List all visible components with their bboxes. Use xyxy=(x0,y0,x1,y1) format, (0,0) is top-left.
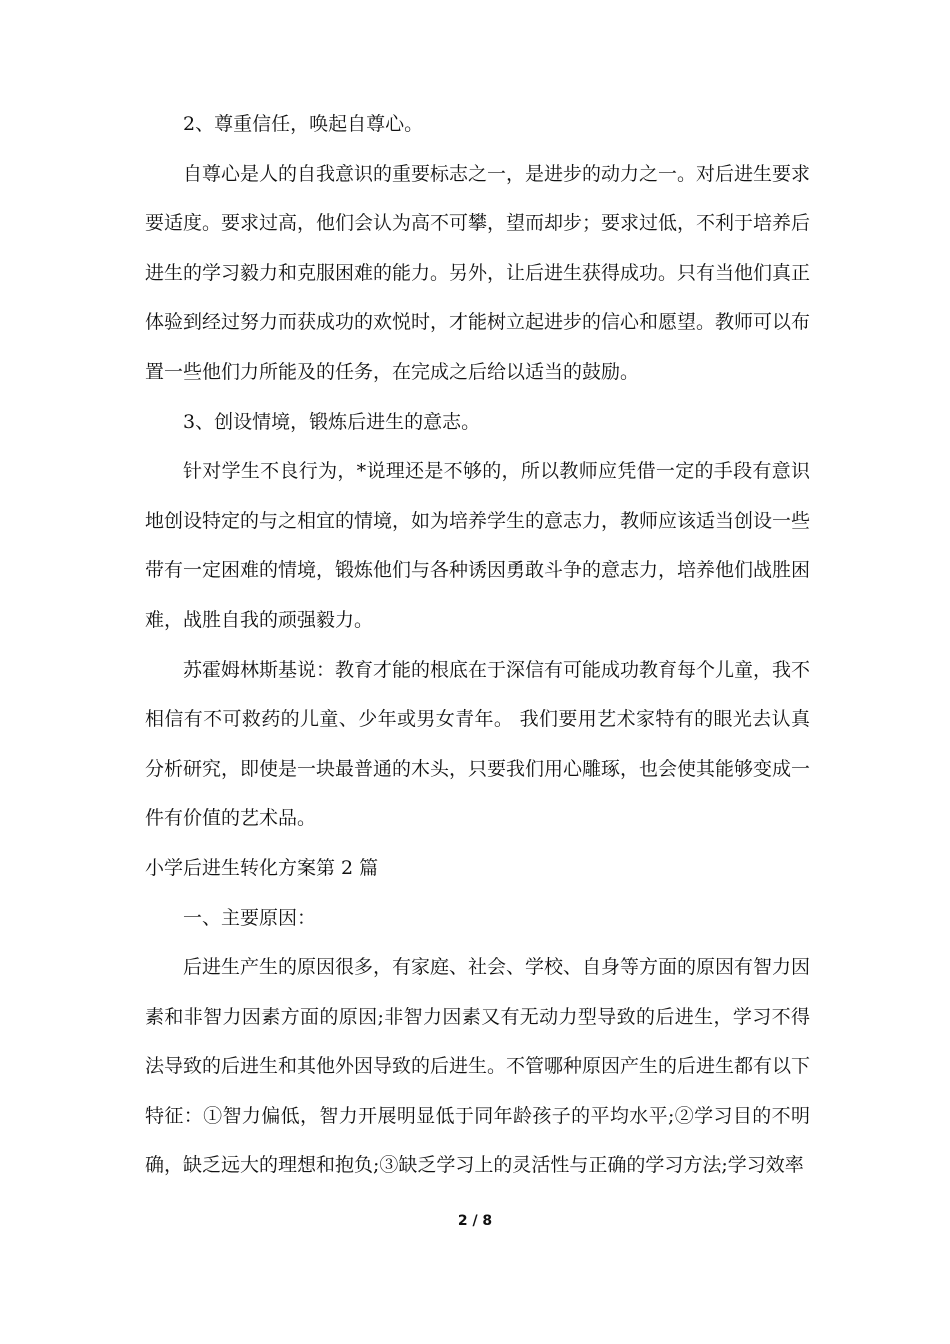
heading-respect-trust: 2、尊重信任，唤起自尊心。 xyxy=(183,113,424,135)
paragraph-self-esteem: 自尊心是人的自我意识的重要标志之一，是进步的动力之一。对后进生要求要适度。要求过高，他们会认为高不可攀，望而却步；要求过低，不利于培养后进生的学习毅力和克服困难的能力。另外，让后进生获得成功。只有当他们真正体验到经过努力而获成功的欢悦时，才能树立起进步的信心和愿望。教师可以布置一些他们力所能及的任务，在完成之后给以适当的鼓励。 xyxy=(145,162,811,383)
page-number: 2 / 8 xyxy=(457,1213,493,1229)
paragraph-willpower: 针对学生不良行为，*说理还是不够的，所以教师应凭借一定的手段有意识地创设特定的与之相宜的情境，如为培养学生的意志力，教师应该适当创设一些带有一定困难的情境，锻炼他们与各种诱因勇敢斗争的意志力，培养他们战胜困难，战胜自我的顽强毅力。 xyxy=(145,460,811,631)
section-title: 小学后进生转化方案第 2 篇 xyxy=(145,856,379,879)
document-body xyxy=(145,100,810,1191)
paragraph-sukhomlinsky-quote: 苏霍姆林斯基说：教育才能的根底在于深信有可能成功教育每个儿童，我不相信有不可救药的儿童、少年或男女青年。 我们要用艺术家特有的眼光去认真分析研究，即使是一块最普通的木头，只要我们用心雕琢，也会使其能够变成一件有价值的艺术品。 xyxy=(145,658,811,830)
paragraph-causes: 后进生产生的原因很多，有家庭、社会、学校、自身等方面的原因有智力因素和非智力因素方面的原因;非智力因素又有无动力型导致的后进生，学习不得法导致的后进生和其他外因导致的后进生。不管哪种原因产生的后进生都有以下特征：①智力偏低，智力开展明显低于同年龄孩子的平均水平;②学习目的不明确，缺乏远大的理想和抱负;③缺乏学习上的灵活性与正确的学习方法;学习效率 xyxy=(145,956,811,1177)
heading-create-situations: 3、创设情境，锻炼后进生的意志。 xyxy=(183,410,481,433)
heading-main-causes: 一、主要原因： xyxy=(183,906,317,929)
